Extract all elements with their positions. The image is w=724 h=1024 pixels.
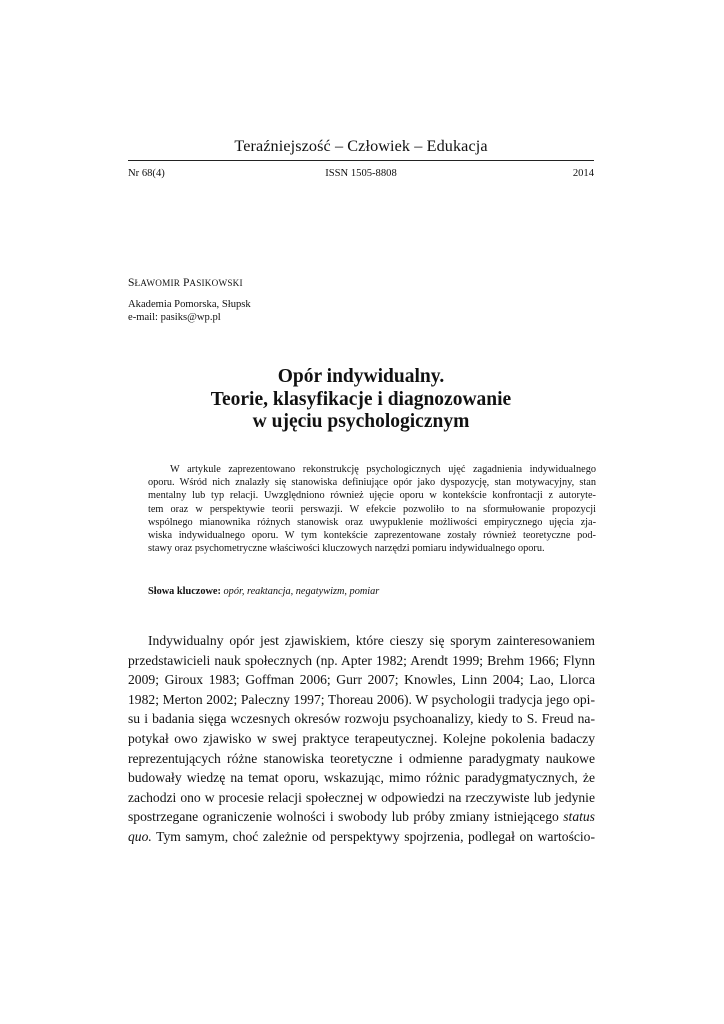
- author-affiliation: Akademia Pomorska, Słupsk: [128, 299, 251, 310]
- italic-term: status: [563, 809, 595, 825]
- abstract: [148, 463, 596, 555]
- body-line: budowały wiedzę na temat oporu, wskazując, mimo różnic paradygmatycznych, że: [128, 770, 595, 786]
- journal-title: Teraźniejszość – Człowiek – Edukacja: [234, 137, 488, 155]
- body-line: reprezentujących różne stanowiska teoretyczne i odmienne paradygmaty naukowe: [128, 750, 595, 766]
- author-name: SŁAWOMIR PASIKOWSKI: [128, 276, 243, 289]
- body-text: [128, 631, 595, 847]
- body-line: potykał owo zjawisko w swej praktyce terapeutycznej. Kolejne pokolenia badaczy: [128, 730, 595, 746]
- title-line: w ujęciu psychologicznym: [252, 411, 470, 432]
- abstract-line: oporu. Wśród nich znalazły się stanowiska definiujące opór jako dyspozycję, stan motywacyjny, stan: [148, 477, 596, 489]
- body-line: przedstawicieli nauk społecznych (np. Apter 1982; Arendt 1999; Brehm 1966; Flynn: [128, 652, 595, 668]
- issue-year: 2014: [572, 168, 594, 179]
- keywords-label: Słowa kluczowe:: [148, 586, 221, 597]
- title-line: Teorie, klasyfikacje i diagnozowanie: [210, 388, 512, 410]
- title-line: Opór indywidualny.: [277, 366, 445, 387]
- keywords: [148, 585, 379, 598]
- body-line: spostrzegane ograniczenie wolności i swobody lub próby zmiany istniejącego status: [128, 809, 595, 825]
- abstract-line: wiska indywidualnego oporu. W tym kontekście zaprezentowane zostały również teoretyczne pod-: [148, 529, 596, 541]
- abstract-line: wspólnego mianownika różnych stanowisk oraz uwypuklenie możliwości empirycznego ujęcia zja-: [148, 516, 596, 528]
- body-line: quo. Tym samym, choć zależnie od perspektywy spojrzenia, podlegał on wartościo-: [128, 828, 595, 844]
- abstract-line: tem oraz w perspektywie teorii perswazji. W efekcie pozwoliło to na sformułowanie propozycji: [148, 503, 596, 515]
- body-line: Indywidualny opór jest zjawiskiem, które cieszy się sporym zainteresowaniem: [148, 633, 595, 648]
- italic-term: quo.: [128, 828, 152, 844]
- article-title: [128, 366, 594, 434]
- issn: ISSN 1505-8808: [325, 168, 397, 179]
- body-line: zachodzi ono w procesie relacji społecznej w odpowiedzi na rzeczywiste lub jedynie: [128, 789, 595, 805]
- keywords-values: opór, reaktancja, negatywizm, pomiar: [223, 586, 380, 597]
- abstract-line: W artykule zaprezentowano rekonstrukcję psychologicznych ujęć zagadnienia indywidualnego: [170, 464, 596, 475]
- body-line: su i badania sięga wczesnych okresów rozwoju psychoanalizy, kiedy to S. Freud na-: [128, 711, 595, 727]
- body-line: 2009; Giroux 1983; Goffman 2006; Gurr 2007; Knowles, Linn 2004; Lao, Llorca: [128, 672, 595, 688]
- author-email: e-mail: pasiks@wp.pl: [128, 312, 221, 323]
- header-rule: [128, 160, 594, 161]
- abstract-line: mentalny lub typ relacji. Uwzględniono również ujęcie oporu w kontekście konfrontacji z autoryte-: [148, 490, 596, 502]
- abstract-line: stawy oraz psychometryczne właściwości kluczowych narzędzi pomiaru indywidualnego oporu.: [148, 543, 545, 555]
- issue-number: Nr 68(4): [128, 168, 165, 179]
- body-line: 1982; Merton 2002; Paleczny 1997; Thoreau 2006). W psychologii tradycja jego opi-: [128, 691, 595, 707]
